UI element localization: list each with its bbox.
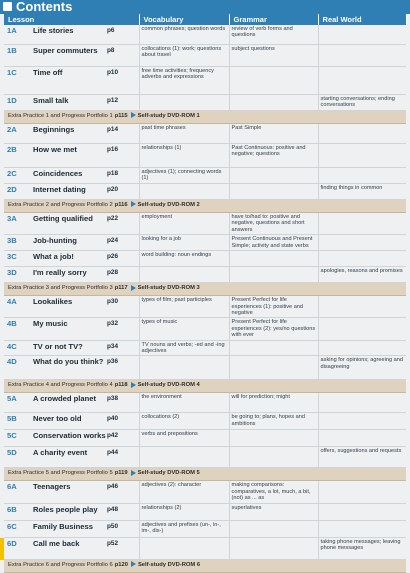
lesson-title: A charity event [31, 447, 105, 468]
header-vocabulary: Vocabulary [139, 14, 229, 25]
lesson-page: p42 [105, 430, 139, 447]
vocabulary-cell: relationships (2) [139, 503, 229, 520]
lesson-row [4, 447, 406, 468]
lesson-row [4, 25, 406, 45]
lesson-row [4, 413, 406, 430]
real-world-cell: starting conversations; ending conversations [318, 95, 406, 111]
vocabulary-cell [139, 537, 229, 559]
lesson-number: 4C [4, 340, 31, 356]
lesson-number: 2C [4, 168, 31, 184]
lesson-number: 1B [4, 45, 31, 67]
lesson-number: 6B [4, 503, 31, 520]
real-world-cell: apologies, reasons and promises [318, 267, 406, 283]
grammar-cell [229, 168, 318, 184]
lesson-row [4, 430, 406, 447]
lesson-row [4, 340, 406, 356]
vocabulary-cell: verbs and prepositions [139, 430, 229, 447]
extra-practice-row [4, 559, 406, 572]
extra-practice-page: p116 [114, 202, 128, 208]
lesson-title: Family Business [31, 520, 105, 537]
real-world-cell [318, 503, 406, 520]
vocabulary-cell: past time phrases [139, 124, 229, 144]
real-world-cell: asking for opinions; agreeing and disagreeing [318, 356, 406, 380]
grammar-cell [229, 67, 318, 95]
lesson-title: Roles people play [31, 503, 105, 520]
real-world-cell [318, 124, 406, 144]
lesson-title: Never too old [31, 413, 105, 430]
lesson-page: p34 [105, 340, 139, 356]
grammar-cell [229, 184, 318, 200]
grammar-cell [229, 447, 318, 468]
dvd-rom-label: Self-study DVD-ROM 2 [137, 202, 200, 208]
lesson-title: Beginnings [31, 124, 105, 144]
vocabulary-cell: looking for a job [139, 235, 229, 251]
extra-practice-row [4, 468, 406, 481]
lesson-row [4, 95, 406, 111]
arrow-icon [131, 201, 136, 207]
grammar-cell: review of verb forms and questions [229, 25, 318, 45]
lesson-page: p24 [105, 235, 139, 251]
vocabulary-cell: employment [139, 213, 229, 235]
vocabulary-cell: collocations (1): work; questions about travel [139, 45, 229, 67]
arrow-icon [131, 112, 136, 118]
vocabulary-cell [139, 184, 229, 200]
extra-practice-row [4, 111, 406, 124]
real-world-cell [318, 520, 406, 537]
lesson-number: 1C [4, 67, 31, 95]
lesson-title: What a job! [31, 251, 105, 267]
lesson-number: 2D [4, 184, 31, 200]
grammar-cell [229, 267, 318, 283]
real-world-cell [318, 235, 406, 251]
lesson-title: Internet dating [31, 184, 105, 200]
lesson-page: p28 [105, 267, 139, 283]
real-world-cell [318, 413, 406, 430]
vocabulary-cell: the environment [139, 393, 229, 413]
lesson-number: 5B [4, 413, 31, 430]
grammar-cell [229, 340, 318, 356]
lesson-number: 1D [4, 95, 31, 111]
real-world-cell [318, 430, 406, 447]
lesson-row [4, 184, 406, 200]
lesson-page: p48 [105, 503, 139, 520]
grammar-cell: Present Perfect for life experiences (2): yes/no questions with ever [229, 318, 318, 340]
lesson-title: Time off [31, 67, 105, 95]
lesson-page: p40 [105, 413, 139, 430]
grammar-cell [229, 95, 318, 111]
real-world-cell [318, 318, 406, 340]
lesson-page: p36 [105, 356, 139, 380]
vocabulary-cell: common phrases; question words [139, 25, 229, 45]
grammar-cell: making comparisons: comparatives, a lot, much, a bit, (not) as ... as [229, 481, 318, 503]
lesson-title: Lookalikes [31, 296, 105, 318]
lesson-number: 3C [4, 251, 31, 267]
vocabulary-cell: adjectives and prefixes (un-, in-, im-, dis-) [139, 520, 229, 537]
lesson-title: My music [31, 318, 105, 340]
dvd-rom-label: Self-study DVD-ROM 3 [137, 285, 200, 292]
extra-practice-row [4, 380, 406, 393]
lesson-title: How we met [31, 144, 105, 168]
extra-practice-page: p117 [114, 285, 128, 292]
vocabulary-cell [139, 95, 229, 111]
extra-practice-label: Extra Practice 6 and Progress Portfolio 6 [8, 561, 113, 568]
lesson-row [4, 168, 406, 184]
lesson-title: I'm really sorry [31, 267, 105, 283]
vocabulary-cell: free time activities; frequency adverbs and expressions [139, 67, 229, 95]
real-world-cell: finding things in common [318, 184, 406, 200]
extra-practice-page: p118 [114, 382, 128, 389]
lesson-title: Getting qualified [31, 213, 105, 235]
lesson-page: p22 [105, 213, 139, 235]
lesson-page: p10 [105, 67, 139, 95]
lesson-number: 1A [4, 25, 31, 45]
contents-square-icon [3, 2, 12, 11]
lesson-title: A crowded planet [31, 393, 105, 413]
grammar-cell [229, 356, 318, 380]
real-world-cell: taking phone messages; leaving phone messages [318, 537, 406, 559]
dvd-rom-label: Self-study DVD-ROM 6 [137, 561, 201, 568]
arrow-icon [131, 382, 136, 388]
arrow-icon [131, 470, 136, 476]
lesson-number: 2B [4, 144, 31, 168]
vocabulary-cell [139, 447, 229, 468]
grammar-cell [229, 430, 318, 447]
lesson-page: p18 [105, 168, 139, 184]
lesson-number: 6D [4, 537, 31, 559]
vocabulary-cell: adjectives (1); connecting words (1) [139, 168, 229, 184]
lesson-page: p12 [105, 95, 139, 111]
lesson-number: 6C [4, 520, 31, 537]
real-world-cell [318, 67, 406, 95]
lesson-title: Life stories [31, 25, 105, 45]
grammar-cell [229, 537, 318, 559]
dvd-rom-label: Self-study DVD-ROM 5 [137, 470, 200, 477]
real-world-cell [318, 340, 406, 356]
contents-body [4, 25, 406, 572]
grammar-cell: subject questions [229, 45, 318, 67]
extra-practice-page: p120 [114, 561, 128, 568]
lesson-page: p38 [105, 393, 139, 413]
lesson-row [4, 267, 406, 283]
lesson-row [4, 251, 406, 267]
vocabulary-cell: types of music [139, 318, 229, 340]
lesson-page: p26 [105, 251, 139, 267]
lesson-title: TV or not TV? [31, 340, 105, 356]
lesson-title: Super commuters [31, 45, 105, 67]
real-world-cell [318, 25, 406, 45]
real-world-cell [318, 144, 406, 168]
contents-table [4, 14, 407, 573]
lesson-title: Coincidences [31, 168, 105, 184]
lesson-page: p30 [105, 296, 139, 318]
lesson-number: 6A [4, 481, 31, 503]
grammar-cell: will for prediction; might [229, 393, 318, 413]
contents-title-bar [0, 0, 410, 14]
extra-practice-label: Extra Practice 1 and Progress Portfolio 1 [8, 113, 113, 119]
lesson-number: 4B [4, 318, 31, 340]
page-title: Contents [16, 0, 73, 14]
lesson-row [4, 537, 406, 559]
vocabulary-cell: collocations (2) [139, 413, 229, 430]
lesson-page: p6 [105, 25, 139, 45]
lesson-title: Job-hunting [31, 235, 105, 251]
lesson-row [4, 503, 406, 520]
lesson-page: p46 [105, 481, 139, 503]
lesson-row [4, 67, 406, 95]
lesson-page: p50 [105, 520, 139, 537]
vocabulary-cell: types of film; past participles [139, 296, 229, 318]
real-world-cell: offers, suggestions and requests [318, 447, 406, 468]
grammar-cell: Present Continuous and Present Simple; activity and state verbs [229, 235, 318, 251]
lesson-title: What do you think? [31, 356, 105, 380]
extra-practice-label: Extra Practice 5 and Progress Portfolio 5 [8, 470, 113, 477]
header-lesson: Lesson [4, 14, 139, 25]
lesson-number: 2A [4, 124, 31, 144]
lesson-row [4, 356, 406, 380]
lesson-number: 3A [4, 213, 31, 235]
dvd-rom-label: Self-study DVD-ROM 1 [137, 113, 200, 119]
dvd-rom-label: Self-study DVD-ROM 4 [137, 382, 200, 389]
grammar-cell: have to/had to: positive and negative, questions and short answers [229, 213, 318, 235]
lesson-row [4, 235, 406, 251]
lesson-page: p16 [105, 144, 139, 168]
lesson-row [4, 144, 406, 168]
arrow-icon [131, 561, 136, 567]
table-header-row [4, 14, 406, 25]
vocabulary-cell: word building: noun endings [139, 251, 229, 267]
lesson-row [4, 393, 406, 413]
vocabulary-cell: TV nouns and verbs; -ed and -ing adjectives [139, 340, 229, 356]
lesson-row [4, 124, 406, 144]
lesson-page: p52 [105, 537, 139, 559]
grammar-cell [229, 520, 318, 537]
grammar-cell: Past Continuous: positive and negative; questions [229, 144, 318, 168]
lesson-number: 3D [4, 267, 31, 283]
lesson-title: Small talk [31, 95, 105, 111]
extra-practice-label: Extra Practice 4 and Progress Portfolio 4 [8, 382, 113, 389]
lesson-row [4, 520, 406, 537]
lesson-row [4, 481, 406, 503]
header-grammar: Grammar [229, 14, 318, 25]
lesson-row [4, 213, 406, 235]
lesson-page: p32 [105, 318, 139, 340]
lesson-title: Conservation works [31, 430, 105, 447]
lesson-row [4, 45, 406, 67]
lesson-page: p44 [105, 447, 139, 468]
lesson-row [4, 296, 406, 318]
lesson-title: Teenagers [31, 481, 105, 503]
grammar-cell: Past Simple [229, 124, 318, 144]
lesson-page: p8 [105, 45, 139, 67]
vocabulary-cell: adjectives (2): character [139, 481, 229, 503]
lesson-title: Call me back [31, 537, 105, 559]
real-world-cell [318, 168, 406, 184]
lesson-number: 5D [4, 447, 31, 468]
page-edge-marker [0, 538, 4, 560]
lesson-page: p14 [105, 124, 139, 144]
grammar-cell: superlatives [229, 503, 318, 520]
arrow-icon [131, 285, 136, 291]
lesson-row [4, 318, 406, 340]
extra-practice-page: p119 [114, 470, 128, 477]
extra-practice-label: Extra Practice 2 and Progress Portfolio 2 [8, 202, 113, 208]
lesson-number: 4D [4, 356, 31, 380]
grammar-cell: be going to; plans, hopes and ambitions [229, 413, 318, 430]
header-real-world: Real World [318, 14, 406, 25]
lesson-number: 5A [4, 393, 31, 413]
extra-practice-row [4, 283, 406, 296]
extra-practice-label: Extra Practice 3 and Progress Portfolio 3 [8, 285, 113, 292]
grammar-cell: Present Perfect for life experiences (1): positive and negative [229, 296, 318, 318]
lesson-number: 3B [4, 235, 31, 251]
real-world-cell [318, 296, 406, 318]
lesson-number: 5C [4, 430, 31, 447]
real-world-cell [318, 393, 406, 413]
real-world-cell [318, 251, 406, 267]
lesson-number: 4A [4, 296, 31, 318]
grammar-cell [229, 251, 318, 267]
vocabulary-cell [139, 267, 229, 283]
extra-practice-page: p115 [114, 113, 128, 119]
real-world-cell [318, 213, 406, 235]
lesson-page: p20 [105, 184, 139, 200]
real-world-cell [318, 45, 406, 67]
vocabulary-cell [139, 356, 229, 380]
vocabulary-cell: relationships (1) [139, 144, 229, 168]
real-world-cell [318, 481, 406, 503]
extra-practice-row [4, 200, 406, 213]
